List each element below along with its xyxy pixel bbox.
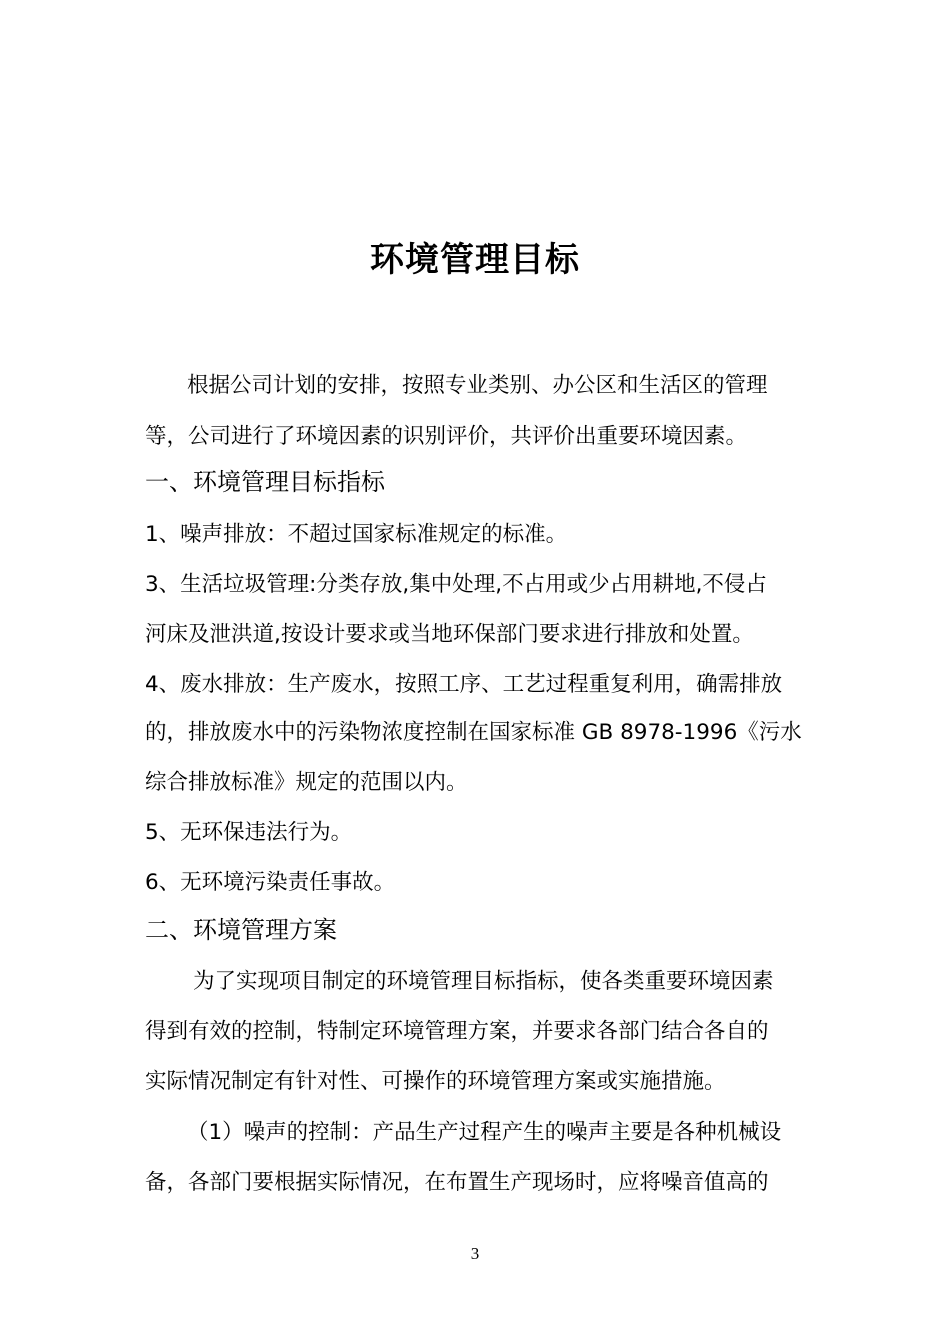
document-title: 环境管理目标 xyxy=(370,240,580,280)
target-item-wastewater-line-3: 综合排放标准》规定的范围以内。 xyxy=(145,770,468,795)
target-item-noise: 1、噪声排放：不超过国家标准规定的标准。 xyxy=(145,522,568,547)
noise-control-line-2: 备，各部门要根据实际情况，在布置生产现场时，应将噪音值高的 xyxy=(145,1170,769,1195)
target-item-no-accident: 6、无环境污染责任事故。 xyxy=(145,870,396,895)
paragraph-intro-line-2: 等，公司进行了环境因素的识别评价，共评价出重要环境因素。 xyxy=(145,424,748,449)
plan-paragraph-line-2: 得到有效的控制，特制定环境管理方案，并要求各部门结合各自的 xyxy=(145,1019,769,1044)
section-heading-targets: 一、环境管理目标指标 xyxy=(145,468,385,496)
page-number: 3 xyxy=(470,1244,480,1263)
target-item-wastewater-line-2: 的，排放废水中的污染物浓度控制在国家标准 GB 8978-1996《污水 xyxy=(145,720,802,745)
target-item-garbage-line-1: 3、生活垃圾管理:分类存放,集中处理,不占用或少占用耕地,不侵占 xyxy=(145,572,767,597)
target-item-garbage-line-2: 河床及泄洪道,按设计要求或当地环保部门要求进行排放和处置。 xyxy=(145,622,754,647)
target-item-wastewater-line-1: 4、废水排放：生产废水，按照工序、工艺过程重复利用，确需排放 xyxy=(145,672,783,697)
plan-paragraph-line-1: 为了实现项目制定的环境管理目标指标，使各类重要环境因素 xyxy=(193,969,774,994)
plan-paragraph-line-3: 实际情况制定有针对性、可操作的环境管理方案或实施措施。 xyxy=(145,1069,726,1094)
noise-control-line-1: （1）噪声的控制：产品生产过程产生的噪声主要是各种机械设 xyxy=(187,1120,782,1145)
paragraph-intro-line-1: 根据公司计划的安排，按照专业类别、办公区和生活区的管理 xyxy=(187,373,768,398)
section-heading-plan: 二、环境管理方案 xyxy=(145,916,337,944)
target-item-no-violation: 5、无环保违法行为。 xyxy=(145,820,353,845)
